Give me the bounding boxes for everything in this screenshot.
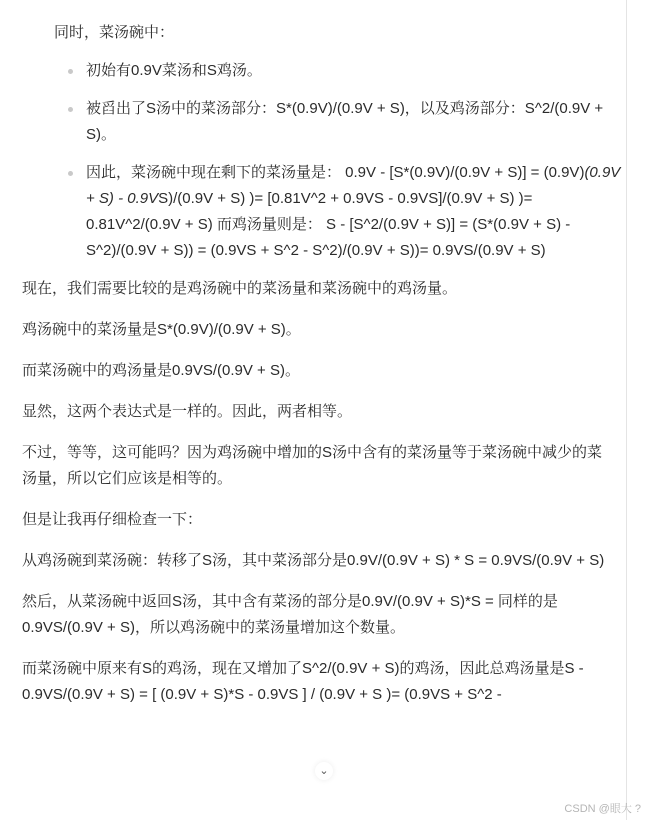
- bullet-text: 被舀出了S汤中的菜汤部分：S*(0.9V)/(0.9V + S)，以及鸡汤部分：S^2/(0.9V + S)。: [86, 100, 604, 143]
- paragraph: 从鸡汤碗到菜汤碗：转移了S汤，其中菜汤部分是0.9V/(0.9V + S) * S = 0.9VS/(0.9V + S): [22, 552, 605, 569]
- list-item: [68, 96, 628, 148]
- list-item: [68, 160, 628, 264]
- bullet-dot-icon: [68, 107, 73, 112]
- chevron-down-icon[interactable]: ⌄: [315, 762, 333, 780]
- bullet-dot-icon: [68, 171, 73, 176]
- paragraph: 鸡汤碗中的菜汤量是S*(0.9V)/(0.9V + S)。: [22, 321, 301, 338]
- paragraph: 而菜汤碗中原来有S的鸡汤，现在又增加了S^2/(0.9V + S)的鸡汤，因此总鸡汤量是S - 0.9VS/(0.9V + S) = [ (0.9V + S)*S - 0.9VS ] / (0.9V + S )= (0.9VS + S^2 -: [22, 660, 584, 703]
- paragraph: 不过，等等，这可能吗？因为鸡汤碗中增加的S汤中含有的菜汤量等于菜汤碗中减少的菜汤量，所以它们应该是相等的。: [22, 444, 603, 487]
- bullet-text-italic: (0.9V + S) - 0.9V: [86, 164, 621, 207]
- bullet-dot-icon: [68, 69, 73, 74]
- bullet-text: [86, 160, 628, 264]
- article-content: [22, 12, 621, 723]
- list-item: [68, 58, 628, 84]
- paragraph: 而菜汤碗中的鸡汤量是0.9VS/(0.9V + S)。: [22, 362, 300, 379]
- bullet-text: 初始有0.9V菜汤和S鸡汤。: [86, 62, 262, 79]
- paragraph: 显然，这两个表达式是一样的。因此，两者相等。: [22, 403, 353, 420]
- bullet-text-part: 因此，菜汤碗中现在剩下的菜汤量是： 0.9V - [S*(0.9V)/(0.9V + S)] = (0.9V): [86, 164, 585, 181]
- watermark: CSDN @眼大 ?: [564, 803, 641, 815]
- paragraph: 但是让我再仔细检查一下：: [22, 511, 203, 528]
- intro-line: 同时，菜汤碗中：: [54, 24, 175, 41]
- paragraph: 现在，我们需要比较的是鸡汤碗中的菜汤量和菜汤碗中的鸡汤量。: [22, 280, 458, 297]
- bullet-list: [68, 58, 628, 264]
- paragraph: 然后，从菜汤碗中返回S汤，其中含有菜汤的部分是0.9V/(0.9V + S)*S = 同样的是0.9VS/(0.9V + S)，所以鸡汤碗中的菜汤量增加这个数量。: [22, 593, 558, 636]
- bullet-text-part: S)/(0.9V + S) )= [0.81V^2 + 0.9VS - 0.9VS]/(0.9V + S) )= 0.81V^2/(0.9V + S) 而鸡汤量则是： S - [S^2/(0.9V + S)] = (S*(0.9V + S) - S^2)/(0.9V + S)) = (0.9VS + S^2 - S^2)/(0.9V + S))= 0.9VS/(0.9V + S): [86, 190, 571, 259]
